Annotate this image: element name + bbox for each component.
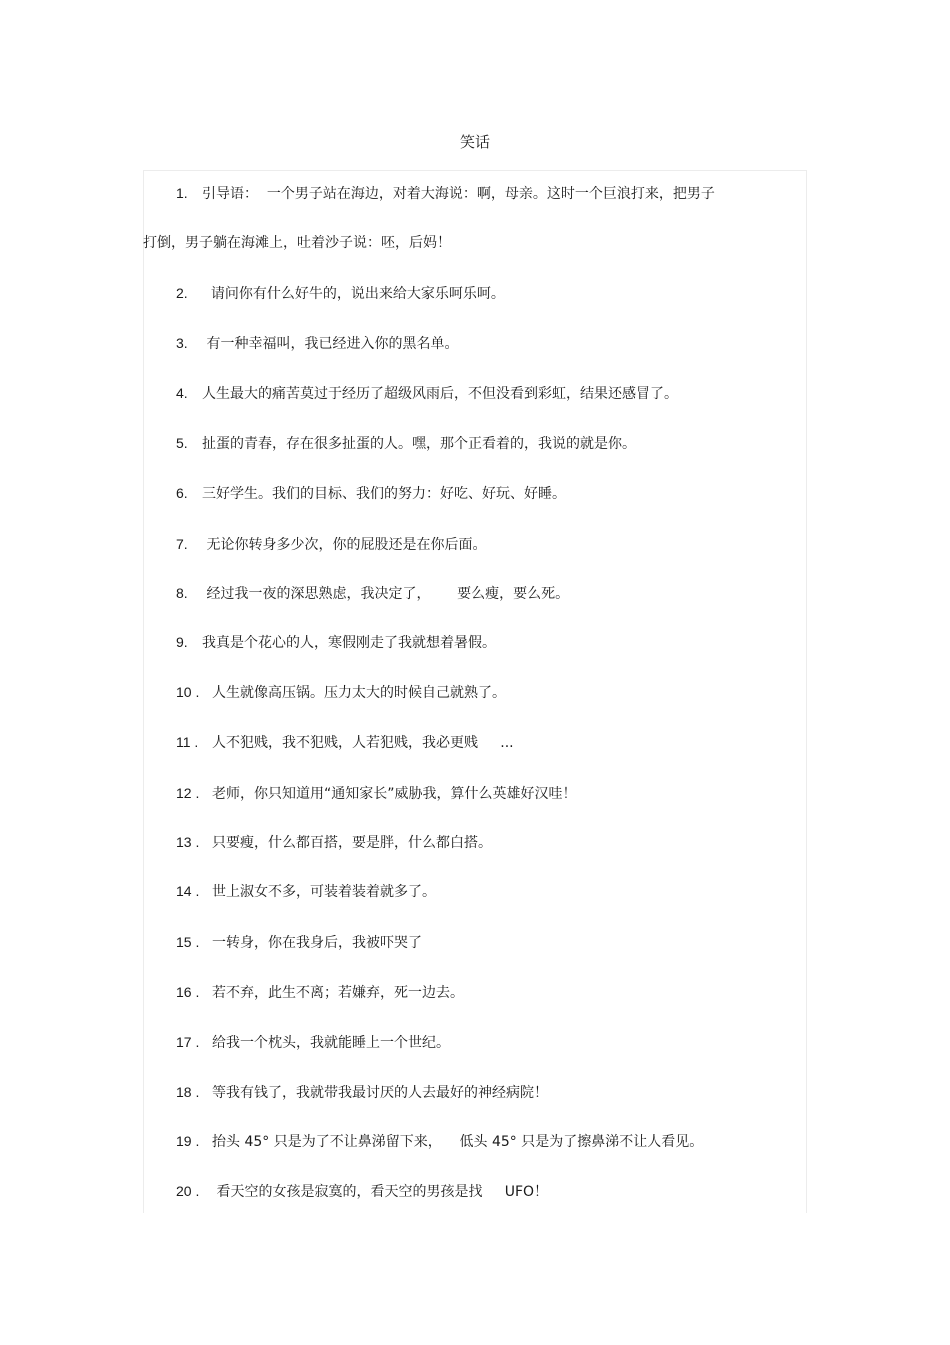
list-item (176, 732, 514, 753)
list-item-text: 看天空的女孩是寂寞的，看天空的男孩是找 UFO！ (212, 1184, 549, 1200)
list-item-text: 等我有钱了，我就带我最讨厌的人去最好的神经病院！ (212, 1085, 548, 1101)
list-item (176, 1131, 703, 1152)
list-item-number: 15 . (176, 934, 200, 950)
list-item (176, 932, 422, 953)
list-item (176, 183, 715, 204)
list-item-number: 1. (176, 185, 188, 201)
list-item-text: 人生就像高压锅。压力太大的时候自己就熟了。 (212, 685, 506, 701)
list-item-number: 20 . (176, 1183, 200, 1199)
list-item (176, 383, 678, 404)
list-item-number: 10 . (176, 684, 200, 700)
list-item-number: 14 . (176, 883, 200, 899)
list-item-number: 12 . (176, 785, 200, 801)
list-item-text: 我真是个花心的人，寒假刚走了我就想着暑假。 (202, 635, 496, 651)
list-item-text: 世上淑女不多，可装着装着就多了。 (212, 884, 436, 900)
list-item (176, 1181, 548, 1202)
list-item-text: 扯蛋的青春，存在很多扯蛋的人。嘿，那个正看着的，我说的就是你。 (202, 436, 636, 452)
list-item (176, 583, 569, 604)
list-item-number: 6. (176, 485, 188, 501)
list-item (176, 832, 492, 853)
list-item-text: 老师，你只知道用“通知家长”威胁我，算什么英雄好汉哇！ (212, 786, 577, 802)
list-item-number: 2. (176, 285, 188, 301)
list-item-text: 人生最大的痛苦莫过于经历了超级风雨后，不但没看到彩虹，结果还感冒了。 (202, 386, 678, 402)
list-item-number: 13 . (176, 834, 200, 850)
list-item (176, 1032, 450, 1053)
list-item-number: 7. (176, 536, 188, 552)
list-item (176, 483, 566, 504)
list-item-number: 5. (176, 435, 188, 451)
list-item (176, 682, 506, 703)
list-item-number: 18 . (176, 1084, 200, 1100)
list-item (176, 283, 505, 304)
list-item-text: 人不犯贱，我不犯贱，人若犯贱，我必更贱 ... (212, 735, 514, 751)
list-item (176, 1082, 548, 1103)
list-item-number: 16 . (176, 984, 200, 1000)
list-item (176, 982, 464, 1003)
list-item (176, 534, 486, 555)
list-item (176, 881, 436, 902)
list-item-number: 8. (176, 585, 188, 601)
list-item-text: 只要瘦，什么都百搭，要是胖，什么都白搭。 (212, 835, 492, 851)
list-item (176, 632, 496, 653)
list-item (176, 783, 577, 804)
list-item-number: 3. (176, 335, 188, 351)
list-item-number: 17 . (176, 1034, 200, 1050)
list-item-continuation: 打倒，男子躺在海滩上，吐着沙子说：呸，后妈！ (143, 235, 451, 251)
list-item (176, 333, 458, 354)
list-item-text: 一转身，你在我身后，我被吓哭了 (212, 935, 422, 951)
list-item-number: 4. (176, 385, 188, 401)
list-item-text: 给我一个枕头，我就能睡上一个世纪。 (212, 1035, 450, 1051)
list-item-text: 三好学生。我们的目标、我们的努力：好吃、好玩、好睡。 (202, 486, 566, 502)
list-item-text: 抬头 45° 只是为了不让鼻涕留下来， 低头 45° 只是为了擦鼻涕不让人看见。 (212, 1134, 704, 1150)
list-item-text: 若不弃，此生不离；若嫌弃，死一边去。 (212, 985, 464, 1001)
list-item-text: 请问你有什么好牛的，说出来给大家乐呵乐呵。 (202, 286, 505, 302)
list-item-number: 9. (176, 634, 188, 650)
list-item-number: 11 . (176, 734, 199, 750)
document-title: 笑话 (459, 133, 490, 151)
list-item-text: 引导语： 一个男子站在海边，对着大海说：啊，母亲。这时一个巨浪打来，把男子 (202, 186, 715, 202)
list-item-number: 19 . (176, 1133, 200, 1149)
list-item (176, 433, 636, 454)
list-item-text: 无论你转身多少次，你的屁股还是在你后面。 (202, 537, 487, 553)
list-item-text: 经过我一夜的深思熟虑，我决定了， 要么瘦，要么死。 (202, 586, 570, 602)
list-item-text: 有一种幸福叫，我已经进入你的黑名单。 (202, 336, 459, 352)
